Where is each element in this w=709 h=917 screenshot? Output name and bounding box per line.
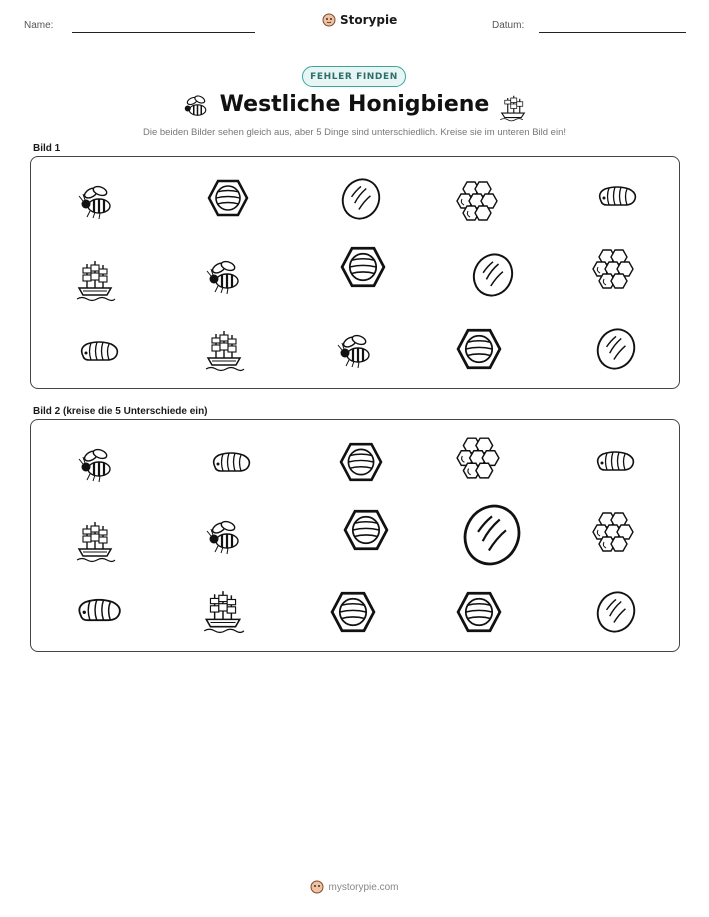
hexagon-icon[interactable] <box>457 590 501 634</box>
larva-icon[interactable] <box>593 446 637 476</box>
bee-icon[interactable] <box>203 516 243 558</box>
picture2-panel[interactable] <box>30 419 680 652</box>
bee-icon <box>334 330 374 372</box>
hexagon-icon[interactable] <box>331 590 375 634</box>
footer-url: mystorypie.com <box>328 881 399 893</box>
larva-icon <box>77 336 121 366</box>
activity-badge: FEHLER FINDEN <box>302 66 406 87</box>
date-field[interactable] <box>539 32 686 33</box>
brand-name: Storypie <box>340 13 398 27</box>
seed-icon[interactable] <box>461 504 523 566</box>
title-ship-icon <box>498 92 528 122</box>
hexagon-icon[interactable] <box>340 440 382 484</box>
name-label: Name: <box>24 20 54 31</box>
picture2-label: Bild 2 (kreise die 5 Unterschiede ein) <box>33 406 208 417</box>
larva-icon[interactable] <box>209 447 253 477</box>
seed-icon <box>595 327 637 371</box>
honeycomb-icon[interactable] <box>455 436 501 478</box>
bee-icon[interactable] <box>75 444 115 486</box>
footer <box>0 880 709 894</box>
larva-icon[interactable] <box>67 593 131 627</box>
hexagon-icon <box>341 245 385 289</box>
picture1-label: Bild 1 <box>33 143 61 154</box>
bee-icon <box>203 256 243 298</box>
seed-icon <box>471 251 515 299</box>
bee-icon <box>75 181 115 223</box>
storypie-mascot-icon <box>310 880 324 894</box>
hexagon-icon[interactable] <box>344 508 388 552</box>
ship-icon[interactable] <box>75 519 115 563</box>
instructions: Die beiden Bilder sehen gleich aus, aber 5 Dinge sind unterschiedlich. Kreise sie im unteren Bild ein! <box>143 127 566 138</box>
honeycomb-icon <box>455 179 499 221</box>
honeycomb-icon[interactable] <box>591 510 635 552</box>
date-label: Datum: <box>492 20 525 31</box>
larva-icon <box>595 181 639 211</box>
storypie-mascot-icon <box>322 13 336 27</box>
seed-icon[interactable] <box>595 590 637 634</box>
picture1-panel <box>30 156 680 389</box>
hexagon-icon <box>208 177 248 219</box>
hexagon-icon <box>457 327 501 371</box>
ship-icon <box>75 258 115 302</box>
brand-logo <box>322 13 397 27</box>
name-field[interactable] <box>72 32 255 33</box>
seed-icon <box>340 177 382 221</box>
honeycomb-icon <box>591 247 635 289</box>
ship-icon[interactable] <box>201 588 245 634</box>
page-title: Westliche Honigbiene <box>219 92 490 117</box>
ship-icon <box>203 328 245 372</box>
